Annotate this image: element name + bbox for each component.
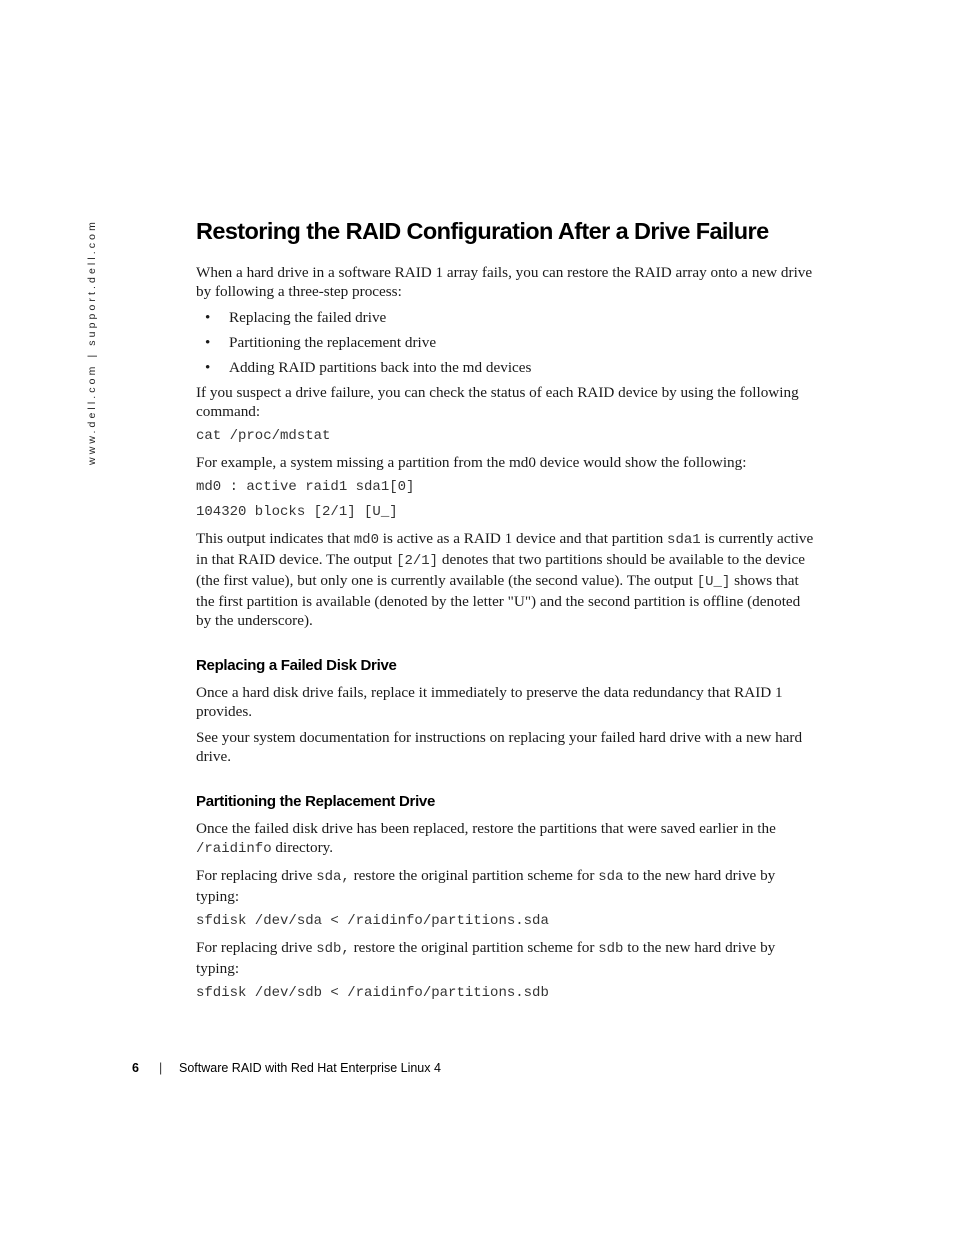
explain-text: shows that the first partition is available (denoted by the letter "U") and the second partition is offline (denoted by the underscore). — [196, 572, 801, 629]
text: directory. — [271, 839, 334, 856]
inline-code: sda — [598, 869, 624, 885]
step-text: Adding RAID partitions back into the md devices — [229, 359, 532, 376]
inline-code: md0 — [353, 532, 379, 548]
text: to the new hard drive by typing: — [196, 939, 776, 977]
step-text: Partitioning the replacement drive — [229, 334, 437, 351]
check-status-paragraph: If you suspect a drive failure, you can check the status of each RAID device by using the following command: — [196, 384, 799, 420]
list-item — [196, 358, 816, 377]
inline-code: [2/1] — [396, 553, 439, 569]
inline-code: /raidinfo — [196, 841, 272, 857]
sda-paragraph — [196, 866, 816, 906]
text: Once the failed disk drive has been replaced, restore the partitions that were saved earlier in the — [196, 820, 776, 837]
footer-separator: | — [159, 1061, 163, 1075]
inline-code: sda, — [316, 869, 350, 885]
sfdisk-sda-command: sfdisk /dev/sda < /raidinfo/partitions.sda — [196, 913, 549, 929]
list-item — [196, 333, 816, 352]
inline-code: sda1 — [667, 532, 701, 548]
step-text: Replacing the failed drive — [229, 309, 387, 326]
page-footer — [132, 1061, 441, 1075]
example-paragraph: For example, a system missing a partition from the md0 device would show the following: — [196, 454, 747, 471]
section-heading-partitioning: Partitioning the Replacement Drive — [196, 793, 436, 810]
section-heading-replacing: Replacing a Failed Disk Drive — [196, 657, 397, 674]
bullet: • — [205, 309, 211, 326]
sdb-paragraph — [196, 938, 816, 978]
explain-text: is active as a RAID 1 device and that partition — [378, 530, 668, 547]
side-url — [84, 219, 100, 465]
bullet: • — [205, 334, 211, 351]
list-item — [196, 308, 816, 327]
inline-code: [U_] — [696, 574, 731, 590]
explain-text: is currently active in that RAID device. The output — [196, 530, 814, 568]
footer-doc-title: Software RAID with Red Hat Enterprise Linux 4 — [179, 1061, 441, 1075]
text: restore the original partition scheme for — [349, 867, 599, 884]
page-number: 6 — [132, 1061, 139, 1075]
page-title: Restoring the RAID Configuration After a Drive Failure — [196, 218, 769, 244]
section2-paragraph-1 — [196, 819, 816, 859]
page-content — [196, 216, 816, 1010]
output-line-1: md0 : active raid1 sda1[0] — [196, 479, 415, 495]
inline-code: sdb — [598, 941, 624, 957]
explain-text: denotes that two partitions should be available to the device (the first value), but only one is currently available (the second value). The output — [196, 551, 806, 589]
bullet: • — [205, 359, 211, 376]
text: to the new hard drive by typing: — [196, 867, 776, 905]
text: For replacing drive — [196, 867, 317, 884]
sfdisk-sdb-command: sfdisk /dev/sdb < /raidinfo/partitions.sdb — [196, 985, 549, 1001]
section1-paragraph-2: See your system documentation for instructions on replacing your failed hard drive with a new hard drive. — [196, 729, 803, 765]
explain-paragraph — [196, 529, 816, 630]
explain-text: This output indicates that — [196, 530, 354, 547]
mdstat-command: cat /proc/mdstat — [196, 428, 331, 444]
inline-code: sdb, — [316, 941, 350, 957]
steps-list — [196, 308, 816, 377]
output-line-2: 104320 blocks [2/1] [U_] — [196, 504, 398, 520]
section1-paragraph-1: Once a hard disk drive fails, replace it immediately to preserve the data redundancy that RAID 1 provides. — [196, 684, 783, 720]
side-url-text: www.dell.com | support.dell.com — [86, 219, 99, 465]
text: restore the original partition scheme for — [349, 939, 599, 956]
text: For replacing drive — [196, 939, 317, 956]
intro-paragraph: When a hard drive in a software RAID 1 array fails, you can restore the RAID array onto a new drive by following a three-step process: — [196, 264, 813, 300]
